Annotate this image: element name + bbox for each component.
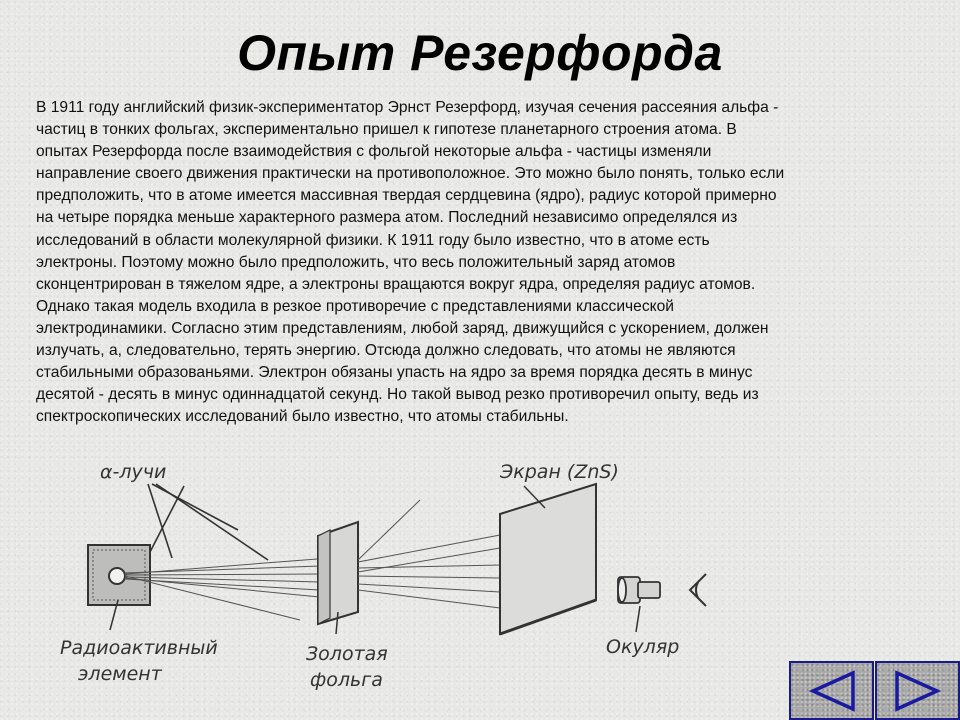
body-paragraph — [36, 97, 946, 428]
paragraph-line: электроны. Поэтому можно было предположить, что весь положительный заряд атомов — [36, 253, 676, 271]
eyepiece-pointer — [636, 606, 640, 632]
source-opening — [109, 568, 125, 584]
paragraph-line: опытах Резерфорда после взаимодействия с фольгой некоторые альфа - частицы изменяли — [36, 143, 712, 161]
alpha-particle-beam — [125, 558, 330, 620]
screen-label: Экран (ZnS) — [500, 461, 619, 483]
paragraph-line: десятой - десять в минус одиннадцатой секунд. Но такой вывод резко противоречил опыту, ведь из — [36, 386, 759, 404]
paragraph-line: излучать, а, следовательно, терять энергию. Отсюда должно следовать, что атомы не являются — [36, 342, 736, 360]
eyepiece — [618, 577, 660, 603]
eye-icon — [690, 574, 706, 606]
paragraph-line: направление своего движения практически на противоположное. Это можно было понять, только если — [36, 165, 785, 183]
previous-slide-button[interactable] — [789, 661, 874, 720]
paragraph-line: В 1911 году английский физик-экспериментатор Эрнст Резерфорд, изучая сечения рассеяния альфа - — [36, 99, 779, 116]
alpha-rays-pointers — [148, 484, 268, 560]
zns-screen — [500, 484, 596, 634]
paragraph-line: предположить, что в атоме имеется массивная твердая сердцевина (ядро), радиус которой примерно — [36, 187, 777, 205]
paragraph-line: сконцентрирован в тяжелом ядре, а электроны вращаются вокруг ядра, определяя радиус атомов. — [36, 275, 756, 293]
paragraph-line: электродинамики. Согласно этим представлениям, любой заряд, движущийся с ускорением, должен — [36, 319, 769, 337]
paragraph-line: стабильными образованьями. Электрон обязаны упасть на ядро за время порядка десять в минус — [36, 364, 753, 382]
scattered-rays — [358, 500, 500, 608]
paragraph-line: спектроскопических исследований было известно, что атомы стабильны. — [36, 408, 569, 426]
source-label-line1: Радиоактивный — [60, 637, 218, 659]
triangle-right-icon — [893, 669, 943, 713]
paragraph-line: исследований в области молекулярной физики. К 1911 году было известно, что в атоме есть — [36, 231, 710, 249]
rutherford-experiment-diagram — [0, 440, 780, 720]
gold-foil — [318, 522, 358, 624]
paragraph-line: частиц в тонких фольгах, экспериментально пришел к гипотезе планетарного строения атома. В — [36, 121, 737, 139]
eyepiece-label: Окуляр — [606, 636, 680, 658]
paragraph-line: на четыре порядка меньше характерного размера атом. Последний независимо определялся из — [36, 209, 738, 227]
source-label-line2: элемент — [78, 663, 162, 685]
foil-label-line2: фольга — [310, 669, 383, 691]
next-slide-button[interactable] — [875, 661, 960, 720]
slide-navigation — [789, 661, 960, 720]
paragraph-line: Однако такая модель входила в резкое противоречие с представлениями классической — [36, 297, 675, 315]
foil-label-line1: Золотая — [306, 643, 388, 665]
alpha-rays-label: α-лучи — [100, 461, 167, 483]
slide-title: Опыт Резерфорда — [237, 25, 723, 81]
triangle-left-icon — [807, 669, 857, 713]
